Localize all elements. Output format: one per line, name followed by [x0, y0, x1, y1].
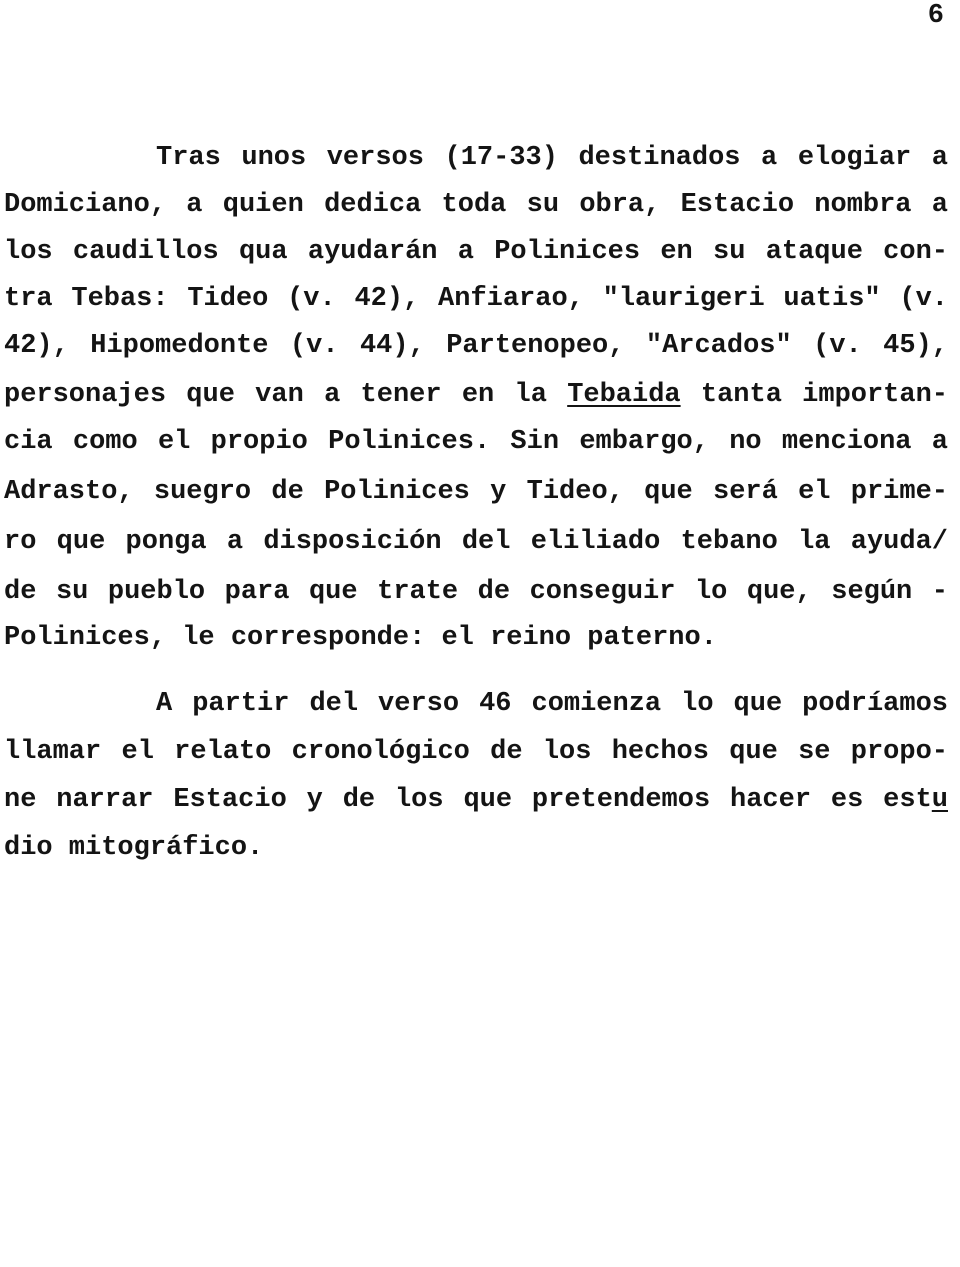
paragraph-2-line-1: A partir del verso 46 comienza lo que podríamos: [156, 689, 948, 719]
work-title-tebaida: Tebaida: [567, 380, 681, 410]
page-number: 6: [927, 1, 944, 31]
line-6-text-after: tanta importan-: [680, 380, 948, 410]
paragraph-2-line-2: llamar el relato cronológico de los hechos que se propo-: [4, 737, 948, 767]
paragraph-1-line-4: tra Tebas: Tideo (v. 42), Anfiarao, "laurigeri uatis" (v.: [4, 284, 948, 314]
paragraph-2-line-3: [4, 778, 948, 822]
paragraph-1-line-1: Tras unos versos (17-33) destinados a elogiar a: [156, 143, 948, 173]
paragraph-1-line-6: [4, 373, 948, 417]
paragraph-1-line-5: 42), Hipomedonte (v. 44), Partenopeo, "Arcados" (v. 45),: [4, 331, 948, 361]
paragraph-1-line-2: Domiciano, a quien dedica toda su obra, Estacio nombra a: [4, 190, 948, 220]
underlined-letter: u: [931, 785, 948, 815]
paragraph-1-line-8: Adrasto, suegro de Polinices y Tideo, que será el prime-: [4, 477, 948, 507]
paragraph-1-line-10: de su pueblo para que trate de conseguir lo que, según -: [4, 577, 948, 607]
paragraph-1-line-11: Polinices, le corresponde: el reino paterno.: [4, 623, 717, 653]
paragraph-1-line-3: los caudillos qua ayudarán a Polinices en su ataque con-: [4, 237, 948, 267]
paragraph-1-line-9: ro que ponga a disposición del eliliado tebano la ayuda/: [4, 527, 948, 557]
line-3-text-before: ne narrar Estacio y de los que pretendemos hacer es est: [4, 785, 932, 815]
line-6-text-before: personajes que van a tener en la: [4, 380, 568, 410]
paragraph-1-line-7: cia como el propio Polinices. Sin embargo, no menciona a: [4, 427, 948, 457]
paragraph-2-line-4: dio mitográfico.: [4, 833, 264, 863]
